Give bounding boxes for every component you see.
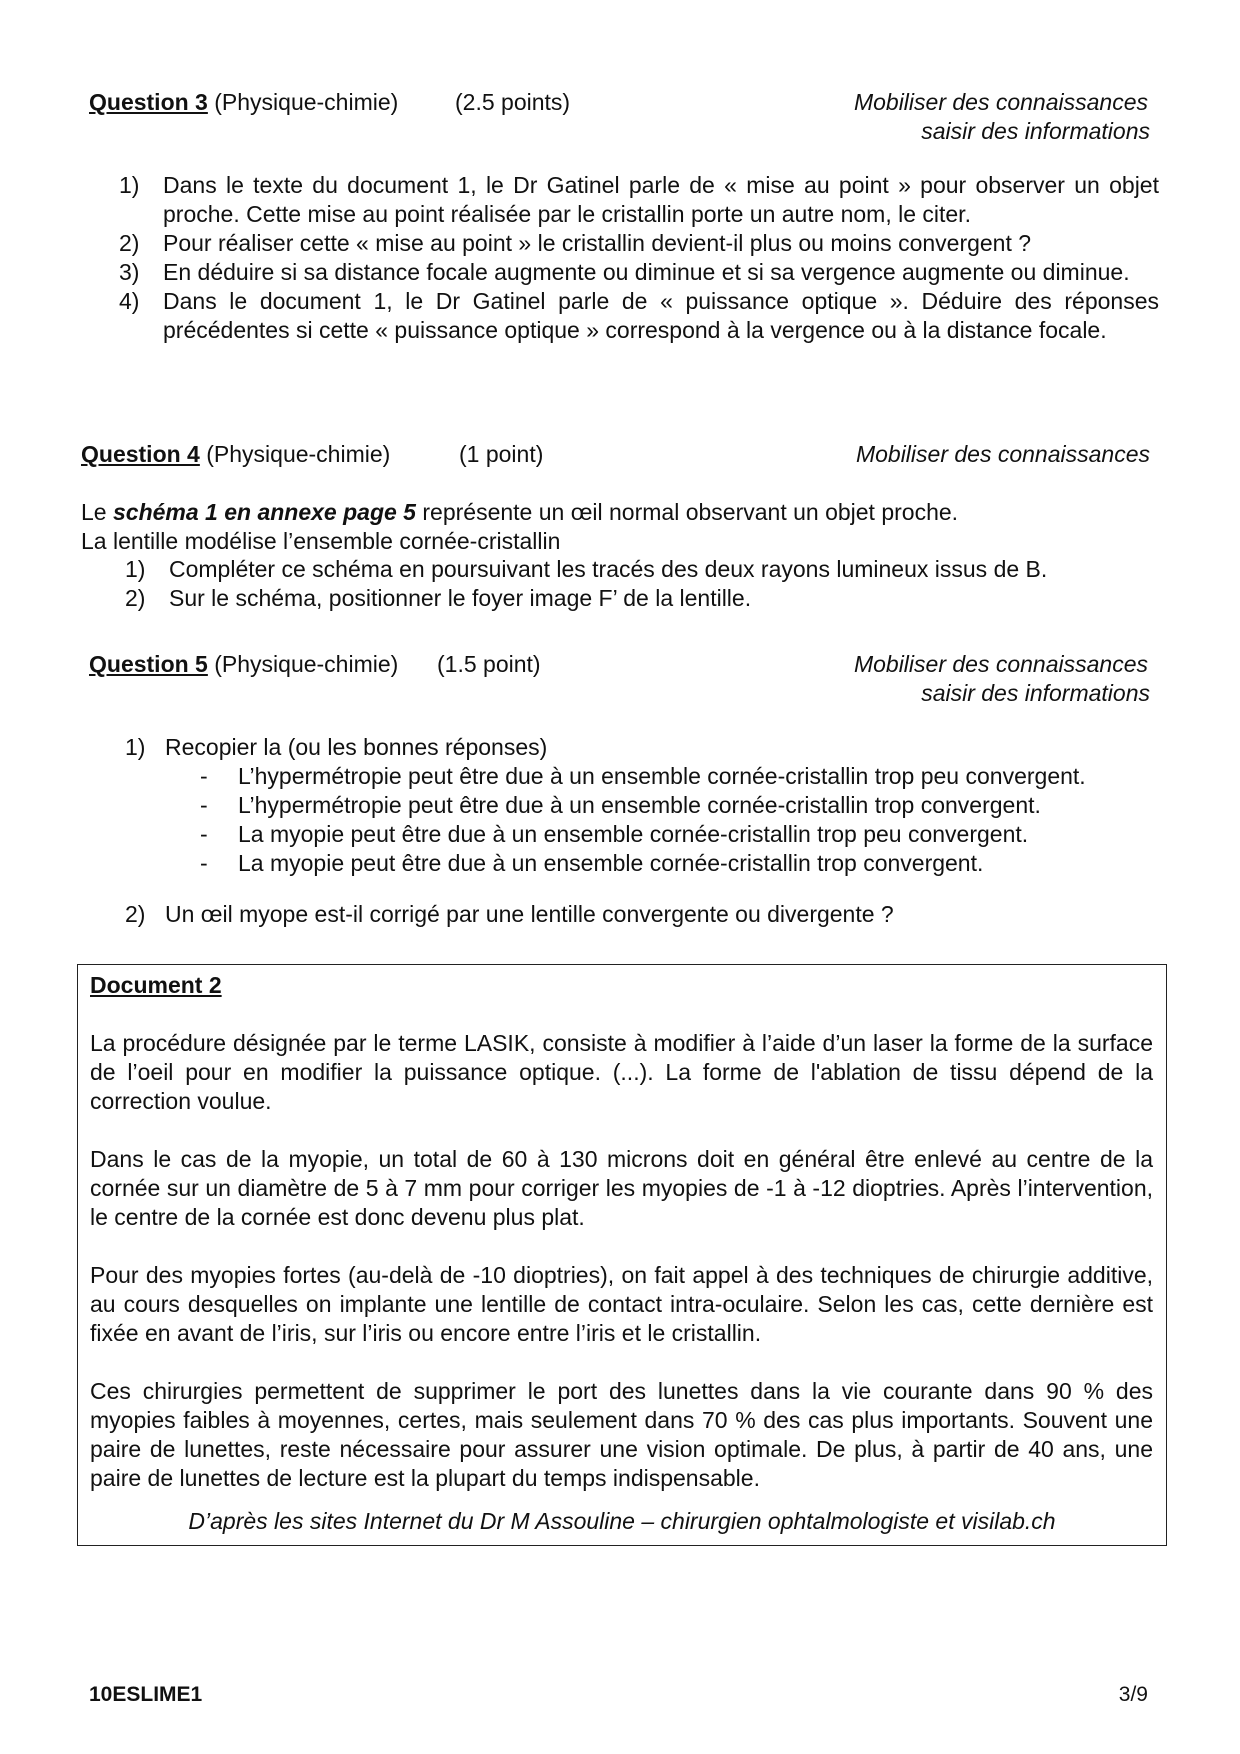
question-4-item-1-text: Compléter ce schéma en poursuivant les tracés des deux rayons lumineux issus de B. (169, 556, 1048, 582)
question-5-option-2-text: L’hypermétropie peut être due à un ensemble cornée-cristallin trop convergent. (238, 792, 1041, 818)
document-2-title: Document 2 (90, 972, 222, 998)
question-4-item-1-number: 1) (125, 556, 146, 582)
question-5-heading (89, 650, 398, 679)
question-5-item-1-number: 1) (125, 734, 146, 760)
question-5-option-1-text: L’hypermétropie peut être due à un ensemble cornée-cristallin trop peu convergent. (238, 763, 1086, 789)
dash-bullet: - (200, 792, 208, 818)
dash-bullet: - (200, 763, 208, 789)
question-3-heading (89, 88, 398, 117)
question-4-item-2-text: Sur le schéma, positionner le foyer image F’ de la lentille. (169, 585, 752, 611)
question-4-item-2-number: 2) (125, 585, 146, 611)
question-5-option-3-text: La myopie peut être due à un ensemble cornée-cristallin trop peu convergent. (238, 821, 1029, 847)
question-3-item-3 (119, 258, 1159, 287)
question-3-item-1-text: Dans le texte du document 1, le Dr Gatinel parle de « mise au point » pour observer un objet proche. Cette mise au point réalisée par le cristallin porte un autre nom, le citer. (163, 172, 1159, 227)
question-5-skill-2: saisir des informations (921, 680, 1150, 706)
question-4-heading (81, 440, 390, 469)
question-3-item-3-number: 3) (119, 259, 140, 285)
question-3-item-2-number: 2) (119, 230, 140, 256)
document-2-box (77, 964, 1167, 1546)
question-3-item-2-text: Pour réaliser cette « mise au point » le cristallin devient-il plus ou moins convergent ? (163, 230, 1032, 256)
document-2-paragraph-3: Pour des myopies fortes (au-delà de -10 dioptries), on fait appel à des techniques de chirurgie additive, au cours desquelles on implante une lentille de contact intra-oculaire. Selon les cas, cette dernière est fixée en avant de l’iris, sur l’iris ou encore entre l’iris et le cristallin. (90, 1262, 1153, 1346)
question-5-points: (1.5 point) (437, 651, 541, 677)
question-3-skill-1: Mobiliser des connaissances (853, 89, 1148, 115)
footer-page-number: 3/9 (1118, 1683, 1148, 1706)
question-3-item-2 (119, 229, 1159, 258)
question-5-option-3 (200, 820, 1200, 849)
question-5-subject: (Physique-chimie) (207, 651, 399, 677)
question-4-points: (1 point) (459, 441, 544, 467)
question-4-list (125, 555, 1165, 613)
document-2-paragraph-2: Dans le cas de la myopie, un total de 60 à 130 microns doit en général être enlevé au centre de la cornée sur un diamètre de 5 à 7 mm pour corriger les myopies de -1 à -12 dioptries. Après l’intervention, le centre de la cornée est donc devenu plus plat. (90, 1146, 1153, 1230)
question-3-list (119, 171, 1159, 345)
question-4-intro-line-2: La lentille modélise l’ensemble cornée-cristallin (81, 528, 561, 554)
question-5-option-4-text: La myopie peut être due à un ensemble cornée-cristallin trop convergent. (238, 850, 984, 876)
question-3-item-4-text: Dans le document 1, le Dr Gatinel parle de « puissance optique ». Déduire des réponses précédentes si cette « puissance optique » correspond à la vergence ou à la distance focale. (163, 288, 1159, 343)
question-4-intro-prefix: Le (81, 499, 113, 525)
question-5-options (200, 762, 1200, 878)
question-3-item-4-number: 4) (119, 288, 140, 314)
question-3-item-1 (119, 171, 1159, 229)
question-4-subject: (Physique-chimie) (199, 441, 391, 467)
question-3-subject: (Physique-chimie) (207, 89, 399, 115)
question-3-title: Question 3 (89, 89, 208, 115)
question-5-option-2 (200, 791, 1200, 820)
question-5-item-2-number: 2) (125, 901, 146, 927)
question-5-option-1 (200, 762, 1200, 791)
question-5-item-2-text: Un œil myope est-il corrigé par une lentille convergente ou divergente ? (165, 901, 894, 927)
question-5-skill-1: Mobiliser des connaissances (853, 651, 1148, 677)
question-4-intro-suffix: représente un œil normal observant un objet proche. (415, 499, 959, 525)
document-2-paragraph-4: Ces chirurgies permettent de supprimer le port des lunettes dans la vie courante dans 90 % des myopies faibles à moyennes, certes, mais seulement dans 70 % des cas plus importants. Souvent une paire de lunettes, reste nécessaire pour assurer une vision optimale. De plus, à partir de 40 ans, une paire de lunettes de lecture est la plupart du temps indispensable. (90, 1378, 1153, 1491)
dash-bullet: - (200, 821, 208, 847)
question-5-title: Question 5 (89, 651, 208, 677)
question-4-item-1 (125, 555, 1165, 584)
question-3-item-3-text: En déduire si sa distance focale augmente ou diminue et si sa vergence augmente ou diminue. (163, 259, 1130, 285)
document-2-paragraph-1: La procédure désignée par le terme LASIK, consiste à modifier à l’aide d’un laser la forme de la surface de l’oeil pour en modifier la puissance optique. (...). La forme de l'ablation de tissu dépend de la correction voulue. (90, 1030, 1153, 1114)
question-3-points: (2.5 points) (455, 89, 571, 115)
dash-bullet: - (200, 850, 208, 876)
question-4-intro (81, 498, 958, 527)
question-3-item-4 (119, 287, 1159, 345)
question-3-item-1-number: 1) (119, 172, 140, 198)
question-4-annex-reference: schéma 1 en annexe page 5 (112, 499, 416, 525)
question-5-option-4 (200, 849, 1200, 878)
question-4-item-2 (125, 584, 1165, 613)
document-2-source: D’après les sites Internet du Dr M Assouline – chirurgien ophtalmologiste et visilab.ch (188, 1508, 1056, 1534)
question-3-skill-2: saisir des informations (921, 118, 1150, 144)
footer-exam-code: 10ESLIME1 (89, 1683, 203, 1706)
question-5-item-1-text: Recopier la (ou les bonnes réponses) (165, 734, 548, 760)
question-4-skill-1: Mobiliser des connaissances (855, 441, 1150, 467)
question-4-title: Question 4 (81, 441, 200, 467)
